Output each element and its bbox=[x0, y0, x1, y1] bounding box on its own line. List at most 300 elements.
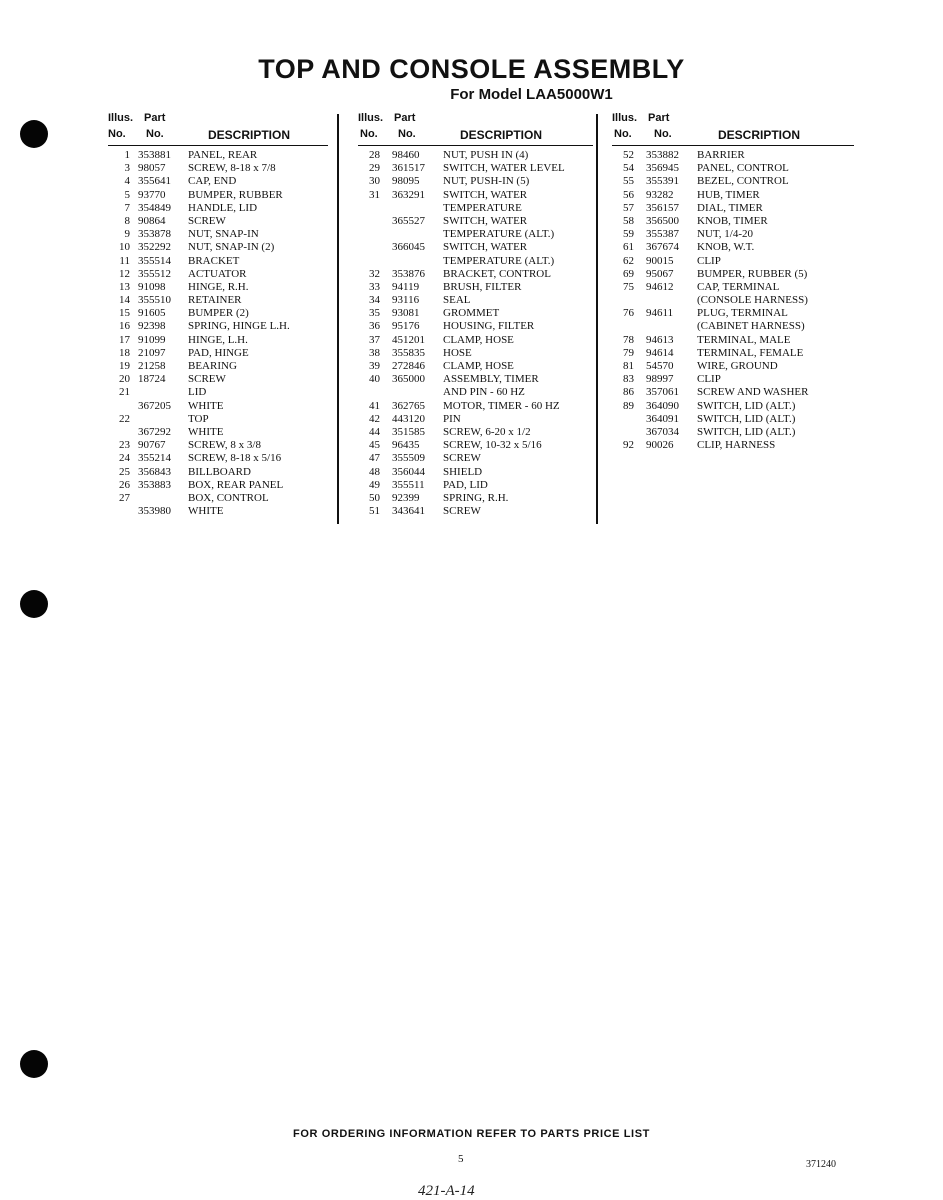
part-description: SCREW AND WASHER bbox=[697, 386, 809, 399]
part-description: SHIELD bbox=[443, 465, 483, 478]
part-number: 98460 bbox=[392, 149, 420, 161]
part-number: 356044 bbox=[392, 465, 425, 478]
parts-rows bbox=[358, 149, 593, 518]
part-number: 364091 bbox=[646, 412, 679, 425]
table-row bbox=[108, 175, 328, 188]
part-number: 355514 bbox=[138, 254, 171, 267]
part-no-header: No. bbox=[146, 128, 164, 140]
part-description: NUT, SNAP-IN bbox=[188, 228, 259, 241]
part-description: HINGE, R.H. bbox=[188, 280, 249, 293]
table-row bbox=[108, 386, 328, 399]
part-number: 95176 bbox=[392, 320, 420, 333]
table-row bbox=[612, 268, 854, 281]
part-description: PLUG, TERMINAL bbox=[697, 307, 788, 320]
table-row bbox=[108, 215, 328, 228]
illus-number: 57 bbox=[623, 201, 634, 214]
part-number: 355509 bbox=[392, 452, 425, 465]
part-description: CAP, TERMINAL bbox=[697, 280, 780, 293]
table-row bbox=[358, 505, 593, 518]
part-description: KNOB, W.T. bbox=[697, 241, 755, 254]
part-description: LID bbox=[188, 386, 207, 399]
part-description: CLIP bbox=[697, 254, 721, 267]
table-row bbox=[108, 307, 328, 320]
table-row bbox=[358, 281, 593, 294]
illus-number: 8 bbox=[124, 214, 130, 227]
illus-number: 20 bbox=[119, 373, 130, 386]
part-number: 96435 bbox=[392, 439, 420, 452]
table-row bbox=[108, 360, 328, 373]
part-number: 95067 bbox=[646, 267, 674, 280]
part-number: 353980 bbox=[138, 505, 171, 518]
table-row bbox=[108, 162, 328, 175]
illus-number: 5 bbox=[124, 188, 130, 201]
illus-number: 23 bbox=[119, 439, 130, 452]
part-number: 362765 bbox=[392, 399, 425, 412]
part-description: PAD, HINGE bbox=[188, 346, 249, 359]
part-number: 367674 bbox=[646, 241, 679, 254]
part-number: 366045 bbox=[392, 241, 425, 254]
illus-number: 33 bbox=[369, 280, 380, 293]
illus-number: 41 bbox=[369, 399, 380, 412]
illus-number: 32 bbox=[369, 267, 380, 280]
part-description: PIN bbox=[443, 412, 461, 425]
part-number: 355511 bbox=[392, 478, 425, 491]
part-description: HOUSING, FILTER bbox=[443, 320, 535, 333]
illus-number: 52 bbox=[623, 149, 634, 161]
part-number: 54570 bbox=[646, 360, 674, 372]
illus-number: 22 bbox=[119, 412, 130, 425]
table-row bbox=[612, 413, 854, 426]
illus-number: 27 bbox=[119, 491, 130, 504]
part-number: 93081 bbox=[392, 307, 420, 320]
table-row bbox=[108, 479, 328, 492]
part-description: BUMPER, RUBBER (5) bbox=[697, 267, 808, 280]
part-description: WHITE bbox=[188, 425, 224, 438]
illus-no-header: No. bbox=[614, 128, 632, 140]
part-number: 355214 bbox=[138, 452, 171, 465]
illus-header-top: Illus. bbox=[358, 112, 384, 124]
part-description: HOSE bbox=[443, 346, 472, 359]
table-row bbox=[358, 400, 593, 413]
illus-header-top: Illus. bbox=[108, 112, 134, 124]
part-number: 92399 bbox=[392, 491, 420, 504]
table-row bbox=[358, 162, 593, 175]
table-row bbox=[612, 386, 854, 399]
part-number: 367034 bbox=[646, 425, 679, 438]
table-row bbox=[108, 228, 328, 241]
part-number: 91605 bbox=[138, 307, 166, 320]
table-row bbox=[612, 202, 854, 215]
header-top-row bbox=[612, 112, 854, 128]
part-description: PAD, LID bbox=[443, 478, 488, 491]
part-description: SCREW, 10-32 x 5/16 bbox=[443, 439, 542, 452]
part-description: SCREW bbox=[188, 373, 226, 386]
illus-number: 47 bbox=[369, 452, 380, 465]
handwritten-note: 421-A-14 bbox=[418, 1183, 475, 1199]
illus-number: 11 bbox=[119, 254, 130, 267]
table-row bbox=[612, 255, 854, 268]
illus-number: 13 bbox=[119, 280, 130, 293]
table-row bbox=[108, 202, 328, 215]
header-bottom-row bbox=[612, 128, 854, 146]
part-number: 98095 bbox=[392, 175, 420, 188]
part-description: NUT, PUSH-IN (5) bbox=[443, 175, 530, 188]
table-row bbox=[612, 241, 854, 254]
part-number: 94613 bbox=[646, 333, 674, 346]
part-description: BUMPER (2) bbox=[188, 307, 249, 320]
part-description: CAP, END bbox=[188, 175, 237, 188]
part-number: 355641 bbox=[138, 175, 171, 188]
punch-hole-bottom bbox=[20, 1050, 48, 1078]
illus-number: 76 bbox=[623, 307, 634, 320]
table-row bbox=[612, 360, 854, 373]
table-row bbox=[108, 255, 328, 268]
illus-number: 86 bbox=[623, 386, 634, 399]
illus-number: 1 bbox=[124, 149, 130, 161]
part-description: DIAL, TIMER bbox=[697, 201, 763, 214]
table-row bbox=[108, 400, 328, 413]
illus-number: 81 bbox=[623, 360, 634, 372]
part-number: 352292 bbox=[138, 241, 171, 254]
illus-number: 37 bbox=[369, 333, 380, 346]
part-header-top: Part bbox=[394, 112, 416, 124]
illus-number: 83 bbox=[623, 373, 634, 386]
table-row bbox=[612, 400, 854, 413]
description-header: DESCRIPTION bbox=[460, 128, 543, 142]
table-row bbox=[358, 202, 593, 215]
part-description: WHITE bbox=[188, 505, 224, 518]
illus-number: 42 bbox=[369, 412, 380, 425]
part-number: 355512 bbox=[138, 267, 171, 280]
table-row bbox=[612, 175, 854, 188]
part-description: PANEL, REAR bbox=[188, 149, 258, 161]
table-row bbox=[108, 334, 328, 347]
part-description: CLIP bbox=[697, 373, 721, 386]
part-description: WIRE, GROUND bbox=[697, 360, 778, 372]
part-description: ACTUATOR bbox=[188, 267, 247, 280]
part-number: 90026 bbox=[646, 439, 674, 452]
part-description: SCREW, 6-20 x 1/2 bbox=[443, 425, 531, 438]
part-number: 351585 bbox=[392, 425, 425, 438]
part-number: 272846 bbox=[392, 360, 425, 372]
illus-number: 36 bbox=[369, 320, 380, 333]
illus-number: 28 bbox=[369, 149, 380, 161]
description-header: DESCRIPTION bbox=[208, 128, 291, 142]
illus-number: 29 bbox=[369, 162, 380, 175]
part-number: 367205 bbox=[138, 399, 171, 412]
illus-no-header: No. bbox=[108, 128, 126, 140]
illus-number: 69 bbox=[623, 267, 634, 280]
part-description: BILLBOARD bbox=[188, 465, 251, 478]
illus-number: 19 bbox=[119, 360, 130, 372]
table-row bbox=[108, 505, 328, 518]
part-description: NUT, SNAP-IN (2) bbox=[188, 241, 275, 254]
illus-number: 34 bbox=[369, 294, 380, 307]
punch-hole-top bbox=[20, 120, 48, 148]
illus-number: 10 bbox=[119, 241, 130, 254]
illus-number: 58 bbox=[623, 214, 634, 227]
column-divider-1 bbox=[337, 114, 339, 524]
illus-number: 44 bbox=[369, 425, 380, 438]
illus-number: 48 bbox=[369, 465, 380, 478]
part-number: 353882 bbox=[646, 149, 679, 161]
parts-rows bbox=[612, 149, 854, 452]
part-number: 443120 bbox=[392, 412, 425, 425]
table-row bbox=[358, 175, 593, 188]
illus-number: 24 bbox=[119, 452, 130, 465]
part-description: (CONSOLE HARNESS) bbox=[697, 294, 808, 307]
part-description: BOX, CONTROL bbox=[188, 491, 269, 504]
part-number: 90767 bbox=[138, 439, 166, 452]
part-number: 356945 bbox=[646, 162, 679, 175]
table-row bbox=[358, 373, 593, 386]
table-row bbox=[108, 268, 328, 281]
table-row bbox=[108, 413, 328, 426]
table-row bbox=[108, 439, 328, 452]
table-row bbox=[358, 439, 593, 452]
part-number: 365000 bbox=[392, 373, 425, 386]
illus-number: 56 bbox=[623, 188, 634, 201]
part-description: SWITCH, WATER bbox=[443, 214, 528, 227]
part-description: SPRING, HINGE L.H. bbox=[188, 320, 290, 333]
table-row bbox=[108, 320, 328, 333]
part-description: PANEL, CONTROL bbox=[697, 162, 789, 175]
part-number: 92398 bbox=[138, 320, 166, 333]
part-description: SWITCH, WATER bbox=[443, 188, 528, 201]
table-row bbox=[358, 189, 593, 202]
part-no-header: No. bbox=[398, 128, 416, 140]
part-description: BEARING bbox=[188, 360, 237, 372]
part-description: SCREW bbox=[188, 214, 226, 227]
part-description: SWITCH, LID (ALT.) bbox=[697, 399, 796, 412]
part-description: WHITE bbox=[188, 399, 224, 412]
table-row bbox=[358, 149, 593, 162]
part-number: 356500 bbox=[646, 214, 679, 227]
table-row bbox=[108, 347, 328, 360]
illus-number: 12 bbox=[119, 267, 130, 280]
illus-number: 50 bbox=[369, 491, 380, 504]
part-description: ASSEMBLY, TIMER bbox=[443, 373, 539, 386]
page-subtitle: For Model LAA5000W1 bbox=[450, 86, 613, 103]
part-number: 94614 bbox=[646, 346, 674, 359]
table-row bbox=[358, 228, 593, 241]
part-number: 91098 bbox=[138, 280, 166, 293]
part-description: BOX, REAR PANEL bbox=[188, 478, 284, 491]
part-description: SWITCH, WATER bbox=[443, 241, 528, 254]
illus-number: 25 bbox=[119, 465, 130, 478]
table-row bbox=[358, 479, 593, 492]
part-description: HANDLE, LID bbox=[188, 201, 258, 214]
part-description: BRACKET, CONTROL bbox=[443, 267, 551, 280]
table-row bbox=[358, 255, 593, 268]
illus-number: 51 bbox=[369, 505, 380, 518]
part-number: 93116 bbox=[392, 294, 420, 307]
part-description: BEZEL, CONTROL bbox=[697, 175, 789, 188]
table-row bbox=[108, 149, 328, 162]
illus-number: 75 bbox=[623, 280, 634, 293]
illus-number: 7 bbox=[124, 201, 130, 214]
illus-number: 14 bbox=[119, 294, 130, 307]
part-number: 353876 bbox=[392, 267, 425, 280]
table-row bbox=[358, 307, 593, 320]
part-description: NUT, 1/4-20 bbox=[697, 228, 754, 241]
illus-number: 26 bbox=[119, 478, 130, 491]
table-row bbox=[358, 492, 593, 505]
illus-number: 89 bbox=[623, 399, 634, 412]
illus-number: 30 bbox=[369, 175, 380, 188]
table-row bbox=[108, 373, 328, 386]
table-row bbox=[612, 334, 854, 347]
part-number: 90864 bbox=[138, 214, 166, 227]
header-top-row bbox=[358, 112, 593, 128]
table-row bbox=[612, 307, 854, 320]
part-number: 355391 bbox=[646, 175, 679, 188]
illus-number: 59 bbox=[623, 228, 634, 241]
table-row bbox=[612, 320, 854, 333]
illus-number: 54 bbox=[623, 162, 634, 175]
part-description: SWITCH, WATER LEVEL bbox=[443, 162, 565, 175]
part-description: TEMPERATURE bbox=[443, 201, 522, 214]
part-description: SEAL bbox=[443, 294, 471, 307]
part-number: 94611 bbox=[646, 307, 674, 320]
part-description: GROMMET bbox=[443, 307, 500, 320]
part-number: 365527 bbox=[392, 214, 425, 227]
table-row bbox=[358, 413, 593, 426]
part-description: CLAMP, HOSE bbox=[443, 333, 514, 346]
parts-column-2 bbox=[358, 112, 593, 518]
table-row bbox=[612, 228, 854, 241]
part-description: NUT, PUSH IN (4) bbox=[443, 149, 529, 161]
illus-number: 55 bbox=[623, 175, 634, 188]
part-description: HINGE, L.H. bbox=[188, 333, 248, 346]
illus-header-top: Illus. bbox=[612, 112, 638, 124]
part-number: 355835 bbox=[392, 346, 425, 359]
part-number: 364090 bbox=[646, 399, 679, 412]
part-description: SCREW bbox=[443, 452, 481, 465]
illus-number: 35 bbox=[369, 307, 380, 320]
part-number: 353881 bbox=[138, 149, 171, 161]
part-description: TEMPERATURE (ALT.) bbox=[443, 254, 555, 267]
part-description: BARRIER bbox=[697, 149, 745, 161]
illus-number: 21 bbox=[119, 386, 130, 399]
page-title: TOP AND CONSOLE ASSEMBLY bbox=[258, 54, 685, 84]
part-number: 357061 bbox=[646, 386, 679, 399]
part-number: 361517 bbox=[392, 162, 425, 175]
punch-hole-middle bbox=[20, 590, 48, 618]
table-row bbox=[358, 268, 593, 281]
illus-number: 9 bbox=[124, 228, 130, 241]
part-description: TEMPERATURE (ALT.) bbox=[443, 228, 555, 241]
table-row bbox=[108, 241, 328, 254]
illus-number: 3 bbox=[124, 162, 130, 175]
part-description: SPRING, R.H. bbox=[443, 491, 509, 504]
part-number: 363291 bbox=[392, 188, 425, 201]
table-row bbox=[358, 320, 593, 333]
part-description: AND PIN - 60 HZ bbox=[443, 386, 525, 399]
part-number: 354849 bbox=[138, 201, 171, 214]
part-description: SCREW bbox=[443, 505, 481, 518]
table-row bbox=[108, 189, 328, 202]
part-number: 356157 bbox=[646, 201, 679, 214]
part-number: 94612 bbox=[646, 280, 674, 293]
table-row bbox=[358, 452, 593, 465]
part-description: BRACKET bbox=[188, 254, 240, 267]
part-number: 343641 bbox=[392, 505, 425, 518]
part-description: BUMPER, RUBBER bbox=[188, 188, 283, 201]
part-description: SCREW, 8-18 x 5/16 bbox=[188, 452, 282, 465]
part-number: 98057 bbox=[138, 162, 166, 175]
illus-number: 16 bbox=[119, 320, 130, 333]
parts-column-3 bbox=[612, 112, 854, 452]
illus-number: 40 bbox=[369, 373, 380, 386]
part-number: 367292 bbox=[138, 425, 171, 438]
illus-number: 38 bbox=[369, 346, 380, 359]
table-row bbox=[108, 492, 328, 505]
table-row bbox=[612, 162, 854, 175]
part-number: 451201 bbox=[392, 333, 425, 346]
illus-number: 78 bbox=[623, 333, 634, 346]
header-top-row bbox=[108, 112, 328, 128]
header-bottom-row bbox=[358, 128, 593, 146]
ordering-info-footer: FOR ORDERING INFORMATION REFER TO PARTS PRICE LIST bbox=[293, 1128, 650, 1140]
illus-number: 17 bbox=[119, 333, 130, 346]
table-row bbox=[612, 215, 854, 228]
illus-number: 61 bbox=[623, 241, 634, 254]
part-number: 93770 bbox=[138, 188, 166, 201]
table-row bbox=[358, 241, 593, 254]
illus-number: 18 bbox=[119, 346, 130, 359]
illus-number: 31 bbox=[369, 188, 380, 201]
part-number: 21097 bbox=[138, 346, 166, 359]
part-number: 91099 bbox=[138, 333, 166, 346]
part-header-top: Part bbox=[648, 112, 670, 124]
illus-number: 4 bbox=[124, 175, 130, 188]
table-row bbox=[108, 466, 328, 479]
table-row bbox=[358, 466, 593, 479]
part-number: 355387 bbox=[646, 228, 679, 241]
illus-number: 79 bbox=[623, 346, 634, 359]
part-number: 353878 bbox=[138, 228, 171, 241]
part-no-header: No. bbox=[654, 128, 672, 140]
table-row bbox=[612, 281, 854, 294]
page-number: 5 bbox=[458, 1153, 464, 1165]
part-description: CLIP, HARNESS bbox=[697, 439, 776, 452]
table-row bbox=[612, 439, 854, 452]
table-row bbox=[358, 294, 593, 307]
illus-number: 15 bbox=[119, 307, 130, 320]
table-row bbox=[612, 373, 854, 386]
illus-number: 45 bbox=[369, 439, 380, 452]
table-row bbox=[612, 426, 854, 439]
header-bottom-row bbox=[108, 128, 328, 146]
part-description: MOTOR, TIMER - 60 HZ bbox=[443, 399, 560, 412]
illus-no-header: No. bbox=[360, 128, 378, 140]
illus-number: 39 bbox=[369, 360, 380, 372]
table-row bbox=[358, 215, 593, 228]
table-row bbox=[612, 189, 854, 202]
table-row bbox=[108, 426, 328, 439]
part-description: SWITCH, LID (ALT.) bbox=[697, 412, 796, 425]
illus-number: 62 bbox=[623, 254, 634, 267]
part-description: TOP bbox=[188, 412, 209, 425]
part-description: CLAMP, HOSE bbox=[443, 360, 514, 372]
part-number: 353883 bbox=[138, 478, 171, 491]
part-description: KNOB, TIMER bbox=[697, 214, 768, 227]
table-row bbox=[358, 334, 593, 347]
part-header-top: Part bbox=[144, 112, 166, 124]
part-number: 93282 bbox=[646, 188, 674, 201]
part-number: 94119 bbox=[392, 280, 420, 293]
